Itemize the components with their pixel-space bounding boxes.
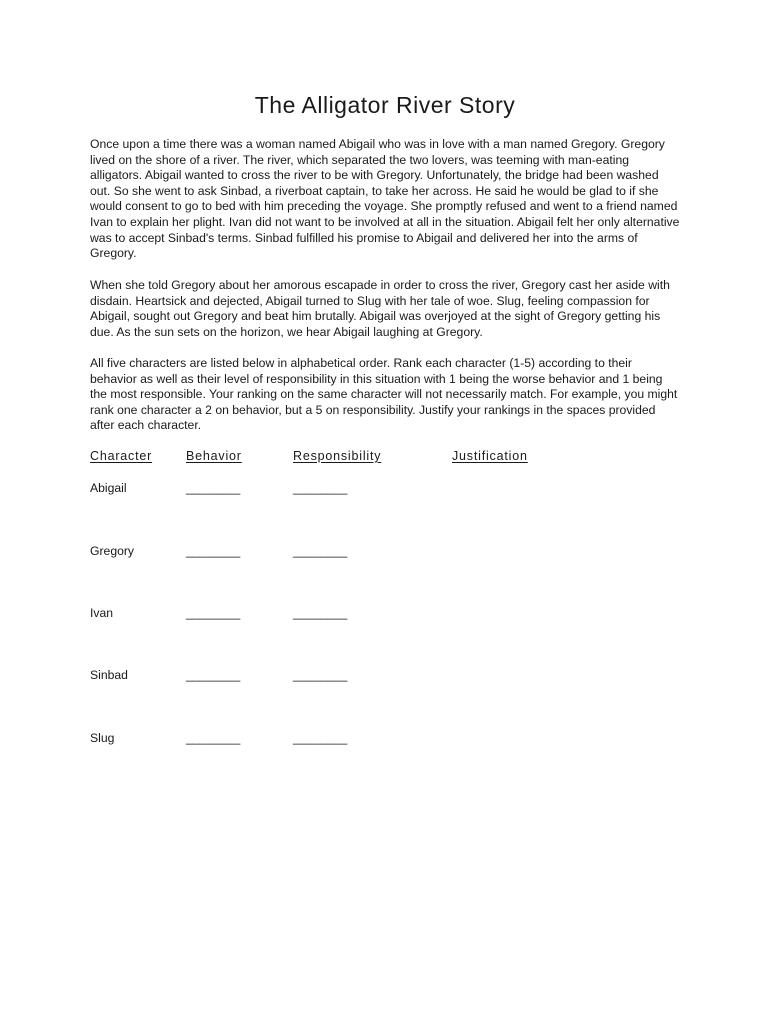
behavior-blank[interactable]: ________ bbox=[186, 668, 241, 682]
responsibility-blank[interactable]: ________ bbox=[293, 731, 348, 745]
page-title: The Alligator River Story bbox=[254, 92, 516, 118]
character-name: Sinbad bbox=[90, 668, 128, 682]
story-paragraph-1: Once upon a time there was a woman named Abigail who was in love with a man named Gregory. Gregory lived on the shore of a river. The river, which separated the two lovers, was teeming with man-eating alligators. Abigail wanted to cross the river to be with Gregory. Unfortunately, the bridge had been washed out. So she went to ask Sinbad, a riverboat captain, to take her across. He said he would be glad to if she would consent to go to bed with him preceding the voyage. She promptly refused and went to a friend named Ivan to explain her plight. Ivan did not want to be involved at all in the situation. Abigail felt her only alternative was to accept Sinbad's terms. Sinbad fulfilled his promise to Abigail and delivered her into the arms of Gregory. bbox=[90, 137, 680, 261]
character-name: Gregory bbox=[90, 544, 135, 558]
behavior-blank[interactable]: ________ bbox=[186, 731, 241, 745]
behavior-blank[interactable]: ________ bbox=[186, 544, 241, 558]
header-behavior: Behavior bbox=[186, 449, 242, 463]
table-row-slug bbox=[90, 731, 680, 749]
table-row-sinbad bbox=[90, 668, 680, 686]
table-row-ivan bbox=[90, 606, 680, 624]
table-row-abigail bbox=[90, 481, 680, 499]
header-character: Character bbox=[90, 449, 153, 463]
character-name: Abigail bbox=[90, 481, 127, 495]
responsibility-blank[interactable]: ________ bbox=[293, 606, 348, 620]
table-row-gregory bbox=[90, 544, 680, 562]
character-name: Slug bbox=[90, 731, 115, 745]
header-responsibility: Responsibility bbox=[293, 449, 382, 463]
instructions-paragraph: All five characters are listed below in alphabetical order. Rank each character (1-5) according to their behavior as well as their level of responsibility in this situation with 1 being the worse behavior and 1 being the most responsible. Your ranking on the same character will not necessarily match. For example, you might rank one character a 2 on behavior, but a 5 on responsibility. Justify your rankings in the spaces provided after each character. bbox=[90, 356, 678, 433]
behavior-blank[interactable]: ________ bbox=[186, 481, 241, 495]
behavior-blank[interactable]: ________ bbox=[186, 606, 241, 620]
header-justification: Justification bbox=[452, 449, 528, 463]
story-paragraph-2: When she told Gregory about her amorous escapade in order to cross the river, Gregory cast her aside with disdain. Heartsick and dejected, Abigail turned to Slug with her tale of woe. Slug, feeling compassion for Abigail, sought out Gregory and beat him brutally. Abigail was overjoyed at the sight of Gregory getting his due. As the sun sets on the horizon, we hear Abigail laughing at Gregory. bbox=[90, 278, 670, 339]
character-name: Ivan bbox=[90, 606, 114, 620]
responsibility-blank[interactable]: ________ bbox=[293, 544, 348, 558]
responsibility-blank[interactable]: ________ bbox=[293, 481, 348, 495]
responsibility-blank[interactable]: ________ bbox=[293, 668, 348, 682]
